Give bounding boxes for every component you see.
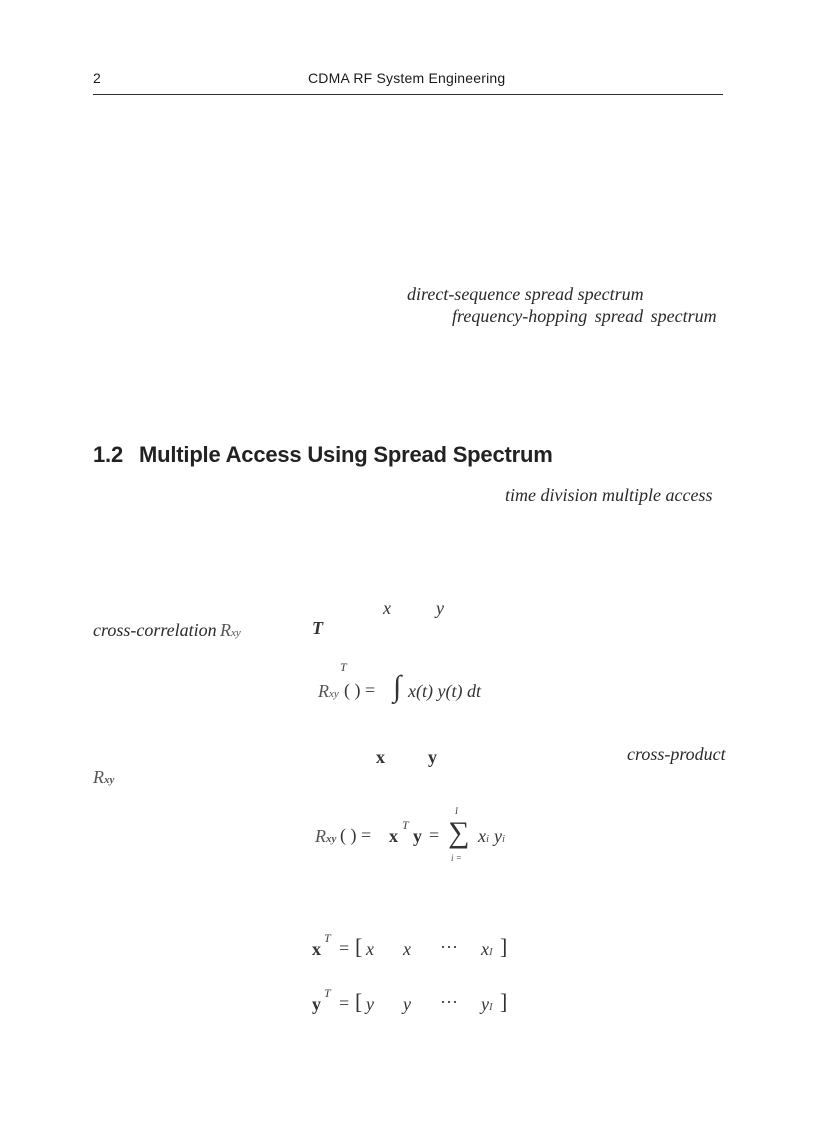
term-cross-product: cross-product [627,744,726,764]
eq3-element-1: x [366,939,374,959]
eq4-right-bracket: ] [500,989,508,1014]
eq2-lhs-main: R [315,826,326,846]
symbol-rxy [220,620,241,641]
eq1-paren: ( ) = [344,680,376,700]
symbol-rxy-bold-main: R [93,767,104,787]
eq4-vector-y: y [312,994,321,1014]
term-fhss: frequency-hopping spread spectrum [452,306,717,326]
page-number: 2 [93,70,101,86]
eq3-equals: = [339,938,350,958]
eq4-element-last-main: y [481,994,489,1014]
eq3-right-bracket: ] [500,934,508,959]
var-y: y [436,598,444,618]
eq2-superscript-t: T [402,818,409,832]
eq1-rhs: x(t) y(t) dt [408,681,481,701]
symbol-t: T [312,618,323,638]
section-title: Multiple Access Using Spread Spectrum [139,442,553,467]
eq3-element-last-sub: I [489,946,493,958]
eq1-lhs-main: R [318,681,329,701]
eq1-upper-limit: T [340,660,347,674]
eq2-vector-y: y [413,826,422,846]
sum-symbol: ∑ [448,816,470,849]
eq4-ellipsis: ··· [440,992,458,1012]
eq2-lhs [315,826,336,847]
var-x: x [383,598,391,618]
running-title: CDMA RF System Engineering [308,70,506,86]
symbol-rxy-main: R [220,620,231,640]
eq2-vector-x: x [389,826,398,846]
eq2-term-x [478,826,489,847]
eq2-sum-upper: I [455,806,458,816]
eq2-equals: = [429,825,440,845]
eq4-superscript-t: T [324,986,331,1000]
symbol-rxy-bold-sub: xy [104,774,115,786]
eq2-term-y [494,826,505,847]
vector-x: x [376,747,385,767]
eq2-term-x-main: x [478,826,486,846]
eq2-term-y-sub: i [502,833,506,845]
eq3-superscript-t: T [324,931,331,945]
eq1-lhs-sub: xy [329,688,339,700]
eq4-element-last-sub: I [489,1001,493,1013]
eq3-vector-x: x [312,939,321,959]
eq1-lhs [318,681,339,702]
eq2-mid: ( ) = [340,825,372,845]
eq3-element-2: x [403,939,411,959]
eq3-left-bracket: [ [355,934,363,959]
eq4-equals: = [339,993,350,1013]
eq4-left-bracket: [ [355,989,363,1014]
eq4-element-last [481,994,493,1015]
term-cross-correlation: cross-correlation [93,620,217,640]
integral-symbol: ∫ [393,670,402,703]
symbol-rxy-sub: xy [231,627,241,639]
eq2-term-y-main: y [494,826,502,846]
vector-y: y [428,747,437,767]
term-dsss: direct-sequence spread spectrum [407,284,644,304]
header-rule [93,94,723,95]
term-tdma: time division multiple access [505,485,713,505]
eq4-element-2: y [403,994,411,1014]
eq2-lhs-sub: xy [326,833,337,845]
eq2-term-x-sub: i [486,833,490,845]
eq3-ellipsis: ··· [440,937,458,957]
eq4-element-1: y [366,994,374,1014]
section-number: 1.2 [93,442,123,467]
symbol-rxy-bold [93,767,114,788]
section-heading [93,442,553,468]
eq3-element-last-main: x [481,939,489,959]
eq2-sum-lower: i = [451,853,462,863]
eq3-element-last [481,939,493,960]
